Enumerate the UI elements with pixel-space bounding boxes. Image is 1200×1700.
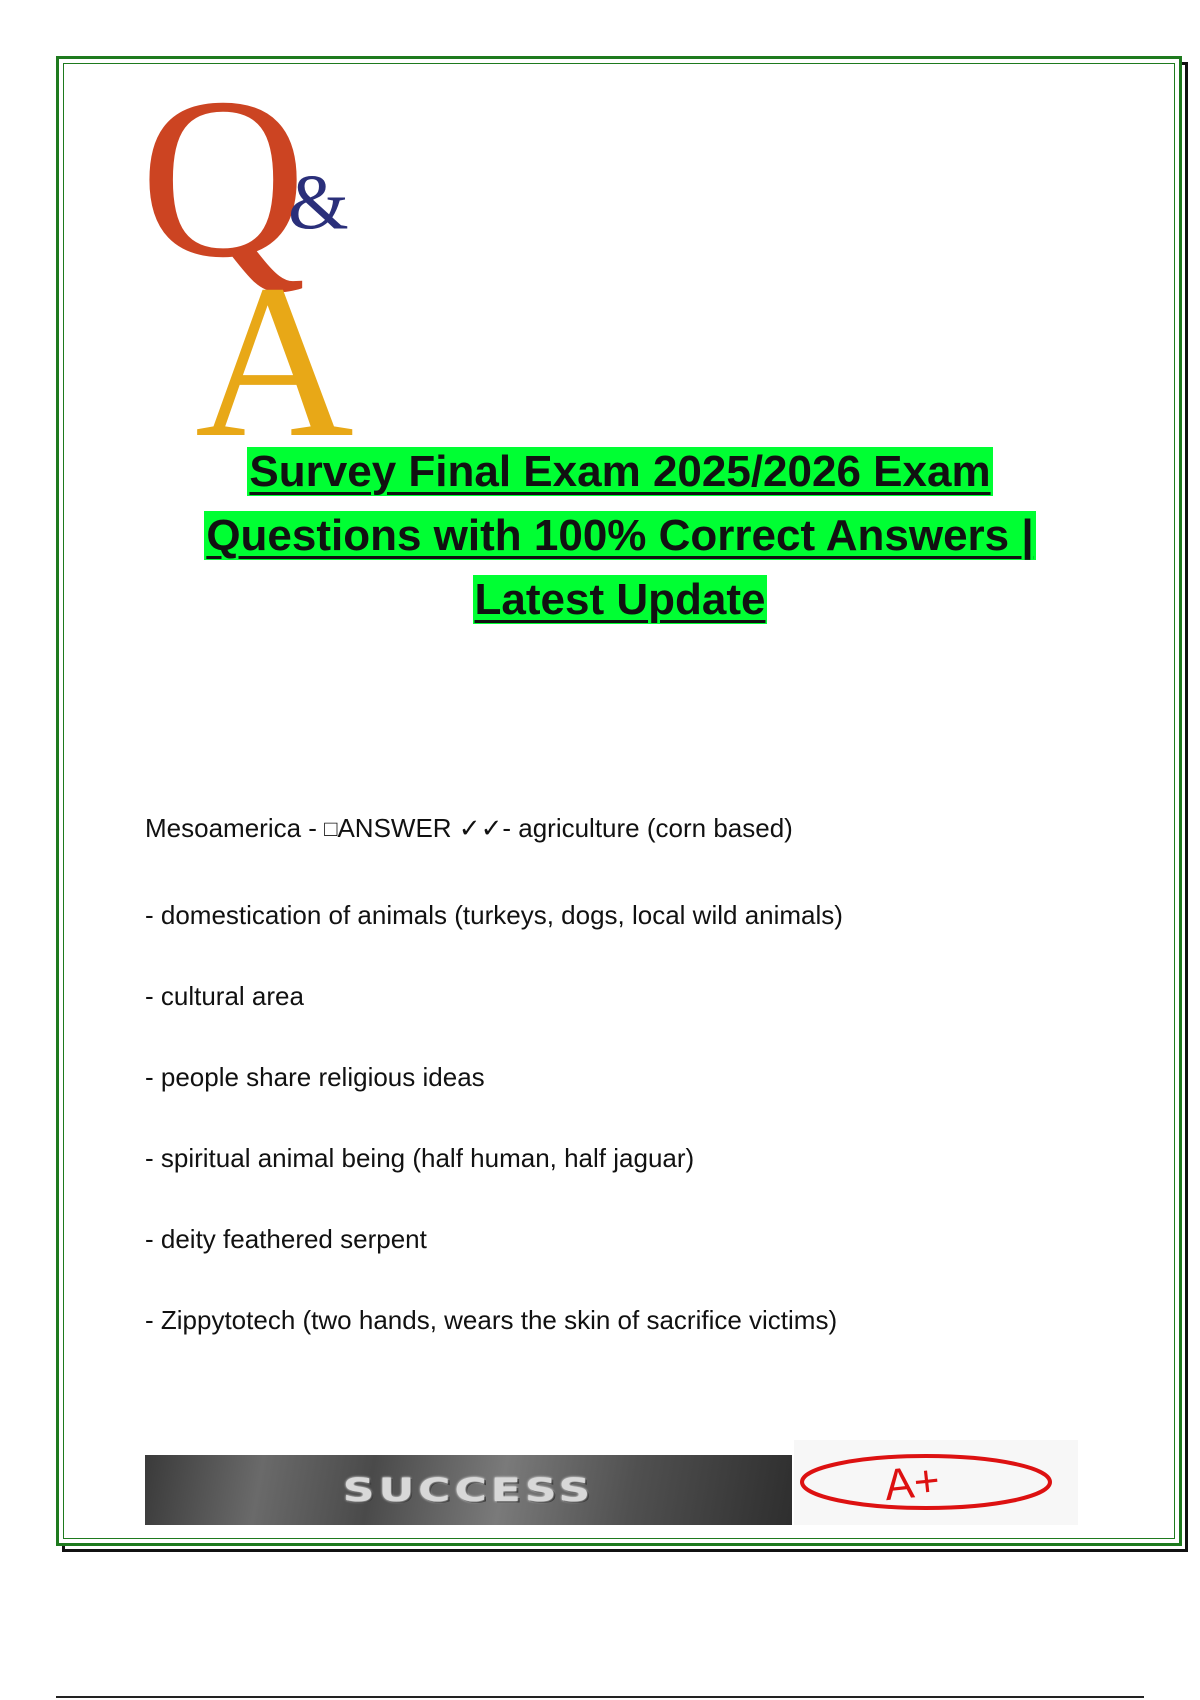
grade-a-plus-image <box>794 1440 1078 1525</box>
success-label: SUCCESS <box>342 1471 595 1509</box>
success-chalkboard-image <box>145 1455 792 1525</box>
grade-text: A+ <box>882 1455 942 1511</box>
document-title <box>100 440 1140 632</box>
missing-glyph-marker: □ <box>324 816 338 841</box>
title-line-3: Latest Update <box>474 575 766 624</box>
qa-question-line <box>145 812 1105 844</box>
qa-content <box>145 812 1105 1385</box>
logo-a-letter: A <box>195 239 354 440</box>
qa-answer-item: - people share religious ideas <box>145 1062 485 1092</box>
qa-answer-item: - deity feathered serpent <box>145 1224 427 1254</box>
qa-answer-item: - domestication of animals (turkeys, dogs, local wild animals) <box>145 900 843 930</box>
logo-ampersand: & <box>288 158 349 245</box>
qa-answer-item: - Zippytotech (two hands, wears the skin of sacrifice victims) <box>145 1305 838 1335</box>
title-line-1: Survey Final Exam 2025/2026 Exam <box>249 447 991 496</box>
qa-logo <box>140 70 380 440</box>
qa-answer-item: - spiritual animal being (half human, half jaguar) <box>145 1143 695 1173</box>
title-line-2: Questions with 100% Correct Answers | <box>206 511 1034 560</box>
qa-term: Mesoamerica - <box>145 813 325 843</box>
logo-q-letter: Q <box>140 70 307 305</box>
qa-answer-item: - cultural area <box>145 981 304 1011</box>
footer-rule <box>56 1696 1144 1698</box>
qa-answer-lead: ANSWER ✓✓- agriculture (corn based) <box>337 813 793 843</box>
